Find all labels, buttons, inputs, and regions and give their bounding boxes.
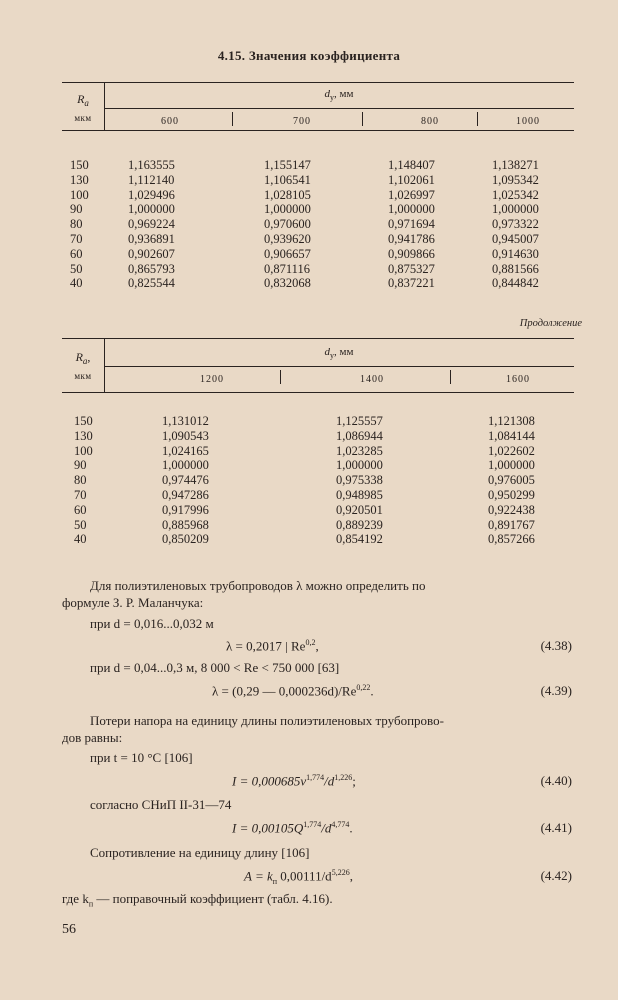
- value-cell: 0,865793: [128, 261, 175, 276]
- equation-number-4-40: (4.40): [540, 773, 572, 788]
- condition-2: при d = 0,04...0,3 м, 8 000 < Re < 750 000 [63]: [90, 660, 340, 675]
- value-cell: 0,945007: [492, 232, 539, 246]
- value-cell: 1,023285: [336, 443, 383, 458]
- value-cell: 0,850209: [162, 532, 209, 547]
- table-1-mid-rule: [104, 108, 574, 109]
- ra-cell: 40: [70, 276, 83, 291]
- table-row: [62, 247, 574, 262]
- table-2-col-1400: 1400: [360, 374, 384, 385]
- table-row: [62, 503, 574, 518]
- paragraph-1-line-2: формуле З. Р. Маланчука:: [62, 595, 204, 610]
- value-cell: 0,837221: [388, 276, 435, 291]
- value-cell: 1,000000: [128, 202, 175, 217]
- ra-cell: 60: [74, 502, 87, 517]
- equation-4-40: $I = 0,000685v^{1,774}/d^{1,226}$;: [232, 773, 356, 789]
- value-cell: 0,844842: [492, 276, 539, 291]
- table-row: [62, 414, 574, 429]
- table-2-col-1600: 1600: [506, 374, 530, 385]
- ra-cell: 100: [70, 187, 89, 202]
- table-1-col-700: 700: [293, 116, 311, 127]
- equation-4-42: $A = k_п$ $0,00111/d^{5,226}$,: [244, 868, 353, 886]
- table-1-header-rule: [62, 130, 574, 131]
- ra-cell: 80: [70, 217, 83, 232]
- value-cell: 0,976005: [488, 473, 535, 488]
- table-1-col-800: 800: [421, 116, 439, 127]
- value-cell: 0,973322: [492, 217, 539, 232]
- ra-cell: 50: [70, 261, 83, 276]
- value-cell: 0,891767: [488, 517, 535, 532]
- table-row: [62, 232, 574, 247]
- ra-cell: 90: [74, 458, 87, 473]
- value-cell: 0,939620: [264, 232, 311, 246]
- continuation-label: Продолжение: [519, 318, 582, 329]
- table-row: [62, 158, 574, 173]
- value-cell: 0,941786: [388, 232, 435, 246]
- table-1-col-sep: [232, 112, 233, 126]
- value-cell: 0,902607: [128, 246, 175, 261]
- table-row: [62, 518, 574, 533]
- table-1-dy-header: $d_у$, мм: [324, 88, 354, 103]
- ra-cell: 90: [70, 202, 83, 217]
- value-cell: 1,155147: [264, 158, 311, 172]
- table-row: [62, 458, 574, 473]
- page-number: 56: [62, 922, 76, 937]
- value-cell: 1,163555: [128, 158, 175, 172]
- value-cell: 0,974476: [162, 473, 209, 488]
- table-row: [62, 173, 574, 188]
- ra-cell: 50: [74, 517, 87, 532]
- value-cell: 1,000000: [264, 202, 311, 217]
- value-cell: 1,022602: [488, 443, 535, 458]
- table-row: [62, 429, 574, 444]
- value-cell: 0,947286: [162, 488, 209, 502]
- table-row: [62, 473, 574, 488]
- value-cell: 0,854192: [336, 532, 383, 547]
- condition-3: при t = 10 °C [106]: [90, 750, 193, 765]
- value-cell: 1,125557: [336, 414, 383, 428]
- equation-4-39: λ = (0,29 — 0,000236d)/Re$^{0,22}$.: [212, 683, 374, 699]
- table-row: [62, 202, 574, 217]
- value-cell: 1,024165: [162, 443, 209, 458]
- footnote-line: где $k_п$ — поправочный коэффициент (табл. 4.16).: [62, 891, 333, 909]
- table-2: [62, 338, 574, 558]
- table-2-header-rule: [62, 392, 574, 393]
- ra-cell: 150: [74, 414, 93, 428]
- table-2-top-rule: [62, 338, 574, 339]
- paragraph-2-line-2: дов равны:: [62, 730, 123, 745]
- table-1: [62, 82, 574, 312]
- table-row: [62, 217, 574, 232]
- value-cell: 1,121308: [488, 414, 535, 428]
- paragraph-2-line-1: Потери напора на единицу длины полиэтиленовых трубопрово-: [90, 713, 444, 728]
- value-cell: 0,871116: [264, 261, 310, 276]
- value-cell: 0,914630: [492, 246, 539, 261]
- value-cell: 1,102061: [388, 172, 435, 187]
- condition-4: согласно СНиП II-31—74: [90, 797, 232, 812]
- value-cell: 1,086944: [336, 428, 383, 443]
- table-2-col-sep: [280, 370, 281, 384]
- table-row: [62, 488, 574, 503]
- table-title: 4.15. Значения коэффициента: [217, 48, 401, 63]
- condition-5: Сопротивление на единицу длину [106]: [90, 845, 310, 860]
- value-cell: 1,148407: [388, 158, 435, 172]
- ra-cell: 130: [70, 172, 89, 187]
- value-cell: 1,000000: [492, 202, 539, 217]
- equation-4-41: $I = 0,00105Q^{1,774}/d^{4,774}$.: [232, 820, 353, 836]
- value-cell: 0,917996: [162, 502, 209, 517]
- value-cell: 1,090543: [162, 428, 209, 443]
- value-cell: 0,920501: [336, 502, 383, 517]
- value-cell: 1,084144: [488, 428, 535, 443]
- value-cell: 1,112140: [128, 172, 175, 187]
- value-cell: 1,000000: [336, 458, 383, 473]
- table-1-col-600: 600: [161, 116, 179, 127]
- value-cell: 0,832068: [264, 276, 311, 291]
- value-cell: 1,095342: [492, 172, 539, 187]
- ra-cell: 70: [70, 232, 83, 246]
- table-2-dy-header: $d_у$, мм: [324, 346, 354, 361]
- value-cell: 0,970600: [264, 217, 311, 232]
- value-cell: 0,889239: [336, 517, 383, 532]
- value-cell: 0,909866: [388, 246, 435, 261]
- value-cell: 1,138271: [492, 158, 539, 172]
- table-row: [62, 262, 574, 277]
- value-cell: 1,025342: [492, 187, 539, 202]
- paragraph-1-line-1: Для полиэтиленовых трубопроводов λ можно определить по: [90, 578, 426, 593]
- equation-4-38: λ = 0,2017 | Re$^{0,2}$,: [226, 638, 319, 654]
- table-row: [62, 188, 574, 203]
- equation-number-4-39: (4.39): [540, 683, 572, 698]
- ra-cell: 130: [74, 428, 93, 443]
- table-2-ra-header: $R_а$, мкм: [74, 350, 92, 381]
- equation-number-4-42: (4.42): [540, 868, 572, 883]
- ra-cell: 70: [74, 488, 87, 502]
- value-cell: 1,026997: [388, 187, 435, 202]
- equation-number-4-41: (4.41): [540, 820, 572, 835]
- value-cell: 0,948985: [336, 488, 383, 502]
- value-cell: 1,000000: [388, 202, 435, 217]
- table-2-mid-rule: [104, 366, 574, 367]
- ra-cell: 80: [74, 473, 87, 488]
- condition-1: при d = 0,016...0,032 м: [90, 616, 214, 631]
- value-cell: 0,825544: [128, 276, 175, 291]
- value-cell: 0,936891: [128, 232, 175, 246]
- ra-cell: 60: [70, 246, 83, 261]
- table-1-top-rule: [62, 82, 574, 83]
- value-cell: 0,969224: [128, 217, 175, 232]
- table-row: [62, 276, 574, 291]
- ra-cell: 150: [70, 158, 89, 172]
- table-2-col-sep: [450, 370, 451, 384]
- value-cell: 1,000000: [488, 458, 535, 473]
- value-cell: 0,885968: [162, 517, 209, 532]
- value-cell: 1,028105: [264, 187, 311, 202]
- value-cell: 0,971694: [388, 217, 435, 232]
- value-cell: 0,906657: [264, 246, 311, 261]
- equation-number-4-38: (4.38): [540, 638, 572, 653]
- value-cell: 1,000000: [162, 458, 209, 473]
- value-cell: 0,857266: [488, 532, 535, 547]
- value-cell: 1,029496: [128, 187, 175, 202]
- ra-cell: 100: [74, 443, 93, 458]
- value-cell: 0,975338: [336, 473, 383, 488]
- value-cell: 0,922438: [488, 502, 535, 517]
- ra-cell: 40: [74, 532, 87, 547]
- table-2-col-1200: 1200: [200, 374, 224, 385]
- value-cell: 0,881566: [492, 261, 539, 276]
- table-1-col-sep: [362, 112, 363, 126]
- value-cell: 1,106541: [264, 172, 311, 187]
- table-row: [62, 532, 574, 547]
- value-cell: 1,131012: [162, 414, 209, 428]
- value-cell: 0,950299: [488, 488, 535, 502]
- table-1-col-1000: 1000: [516, 116, 540, 127]
- table-1-col-sep: [477, 112, 478, 126]
- value-cell: 0,875327: [388, 261, 435, 276]
- table-row: [62, 444, 574, 459]
- table-1-ra-header: $R_а$ мкм: [74, 92, 92, 123]
